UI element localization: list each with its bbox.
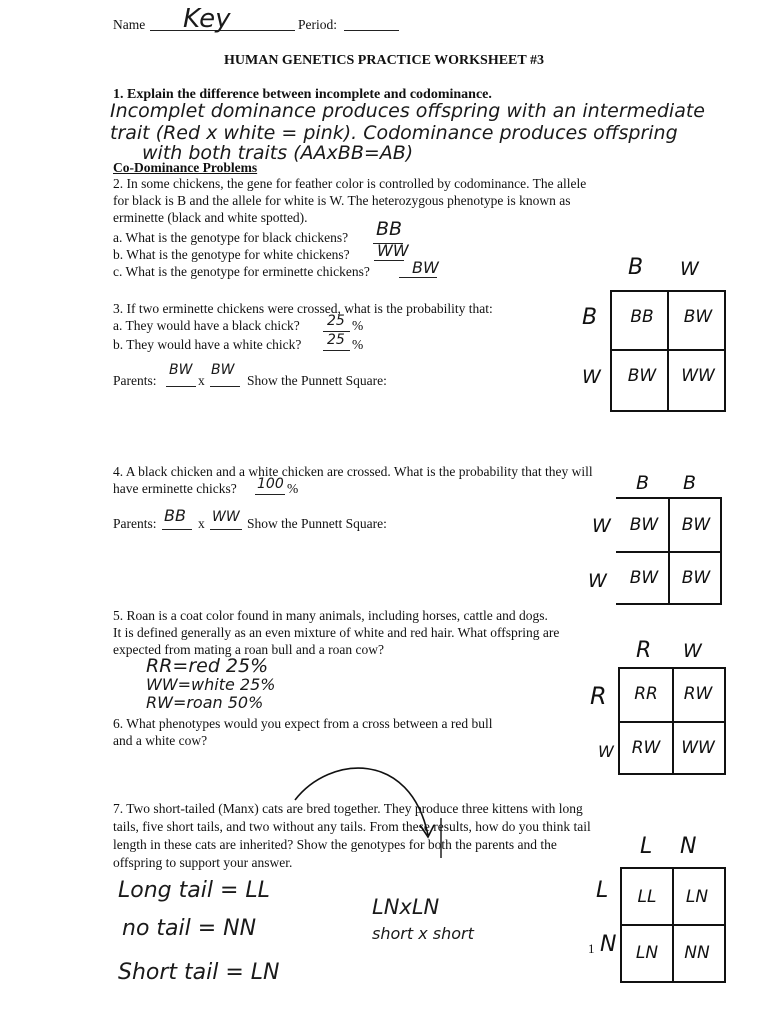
section-heading: Co-Dominance Problems <box>113 160 258 175</box>
q5-line-3: expected from mating a roan bull and a roan cow? <box>113 642 385 657</box>
q3-punnett-side-1: W <box>582 366 601 388</box>
q4-punnett-top-1: B <box>683 472 697 494</box>
name-value: Key <box>183 4 231 34</box>
q7-cross-top: LNxLN <box>372 895 440 919</box>
q7-line-3: length in these cats are inherited? Show the genotypes for both the parents and the <box>113 837 557 852</box>
q3-punnett-top-1: W <box>680 258 699 280</box>
q3-punnett-side-0: B <box>582 305 598 330</box>
q3-parent2: BW <box>211 362 235 378</box>
q4-punnett-top-0: B <box>636 472 650 494</box>
q5-punnett-side-0: R <box>590 682 607 710</box>
q3b-percent: % <box>352 337 364 352</box>
q7-punnett-top-1: N <box>680 834 697 859</box>
q7-punnett-side-0: L <box>596 878 609 903</box>
q4-punnett-side-1: W <box>588 570 607 592</box>
q2-line-1: 2. In some chickens, the gene for feather color is controlled by codominance. The allele <box>113 176 587 191</box>
q2c-text: c. What is the genotype for erminette chickens? <box>113 264 370 279</box>
worksheet-title: HUMAN GENETICS PRACTICE WORKSHEET #3 <box>224 53 544 68</box>
q3-punnett-label: Show the Punnett Square: <box>247 373 387 388</box>
q5-answer-line-1: RR=red 25% <box>146 655 269 677</box>
q4-punnett-cell: BW <box>681 515 711 535</box>
q4-line-2: have erminette chicks? <box>113 481 237 496</box>
q3-cross: x <box>198 373 205 388</box>
q2a-text: a. What is the genotype for black chickens? <box>113 230 349 245</box>
q3-punnett-cell: WW <box>681 366 715 386</box>
q5-punnett-cell: RR <box>634 684 658 704</box>
q7-answer-line-3: Short tail = LN <box>118 960 280 985</box>
q6-line-1: 6. What phenotypes would you expect from a cross between a red bull <box>113 716 493 731</box>
q3-punnett-cell: BW <box>627 366 657 386</box>
q4-answer: 100 <box>257 476 284 492</box>
q2b-answer: WW <box>377 241 409 260</box>
q7-punnett-cell: LN <box>685 887 709 907</box>
q4-punnett-cell: BW <box>629 568 659 588</box>
q1-answer-line-1: Incomplet dominance produces offspring with an intermediate <box>110 100 705 122</box>
q3a-percent: % <box>352 318 364 333</box>
q3-line: 3. If two erminette chickens were crossed, what is the probability that: <box>113 301 493 316</box>
q7-punnett-top-0: L <box>640 834 653 859</box>
q7-line-4: offspring to support your answer. <box>113 855 293 870</box>
q5-line-2: It is defined generally as an even mixture of white and red hair. What offspring are <box>113 625 560 640</box>
q4-parent1: BB <box>164 506 186 525</box>
q2b-text: b. What is the genotype for white chickens? <box>113 247 350 262</box>
q7-line-1: 7. Two short-tailed (Manx) cats are bred together. They produce three kittens with long <box>113 801 583 816</box>
q5-punnett-cell: RW <box>631 738 661 758</box>
q7-line-2: tails, five short tails, and two without any tails. From these results, how do you think tail <box>113 819 591 834</box>
q3-punnett-top-0: B <box>628 255 644 280</box>
q5-line-1: 5. Roan is a coat color found in many animals, including horses, cattle and dogs. <box>113 608 548 623</box>
q2-line-3: erminette (black and white spotted). <box>113 210 308 225</box>
q5-punnett-cell: WW <box>681 738 715 758</box>
q5-answer-line-3: RW=roan 50% <box>146 693 264 712</box>
q7-punnett-cell: NN <box>684 943 710 963</box>
q4-parents-label: Parents: <box>113 516 157 531</box>
q3a-text: a. They would have a black chick? <box>113 318 300 333</box>
name-label: Name <box>113 17 146 32</box>
q3a-answer: 25 <box>327 313 345 329</box>
q4-punnett-square <box>616 497 722 605</box>
q4-parent2: WW <box>212 509 240 525</box>
q4-percent: % <box>287 481 299 496</box>
q4-punnett-cell: BW <box>629 515 659 535</box>
q3-punnett-cell: BW <box>683 307 713 327</box>
q7-punnett-cell: LN <box>635 943 659 963</box>
q1-answer-line-3: with both traits (AAxBB=AB) <box>142 142 414 164</box>
q5-answer-line-2: WW=white 25% <box>146 675 276 694</box>
q5-punnett-side-1: W <box>598 742 614 761</box>
q3b-text: b. They would have a white chick? <box>113 337 302 352</box>
q7-answer-line-2: no tail = NN <box>122 916 257 941</box>
q3-parents-label: Parents: <box>113 373 157 388</box>
q1-answer-line-2: trait (Red x white = pink). Codominance produces offspring <box>110 122 678 144</box>
q7-cross-bottom: short x short <box>372 924 474 943</box>
q4-cross: x <box>198 516 205 531</box>
period-blank[interactable] <box>344 16 399 31</box>
q4-line-1: 4. A black chicken and a white chicken are crossed. What is the probability that they will <box>113 464 593 479</box>
q5-punnett-top-1: W <box>683 640 702 662</box>
q7-punnett-square <box>620 867 726 983</box>
q5-punnett-top-0: R <box>636 638 652 663</box>
q5-punnett-cell: RW <box>683 684 713 704</box>
q7-side-mark: 1 <box>588 941 595 956</box>
q2-line-2: for black is B and the allele for white is W. The heterozygous phenotype is known as <box>113 193 571 208</box>
q4-punnett-label: Show the Punnett Square: <box>247 516 387 531</box>
q7-answer-line-1: Long tail = LL <box>118 878 270 903</box>
q3b-answer: 25 <box>327 332 345 348</box>
q7-punnett-cell: LL <box>637 887 657 907</box>
q3-parent1: BW <box>169 362 193 378</box>
q1-question: 1. Explain the difference between incomplete and codominance. <box>113 87 492 102</box>
q7-punnett-side-1: N <box>600 932 617 957</box>
q3-punnett-cell: BB <box>630 307 654 327</box>
q6-line-2: and a white cow? <box>113 733 208 748</box>
q2a-answer: BB <box>376 218 403 240</box>
q4-punnett-side-0: W <box>592 515 611 537</box>
q2c-answer: BW <box>412 258 439 277</box>
period-label: Period: <box>298 17 337 32</box>
q4-punnett-cell: BW <box>681 568 711 588</box>
